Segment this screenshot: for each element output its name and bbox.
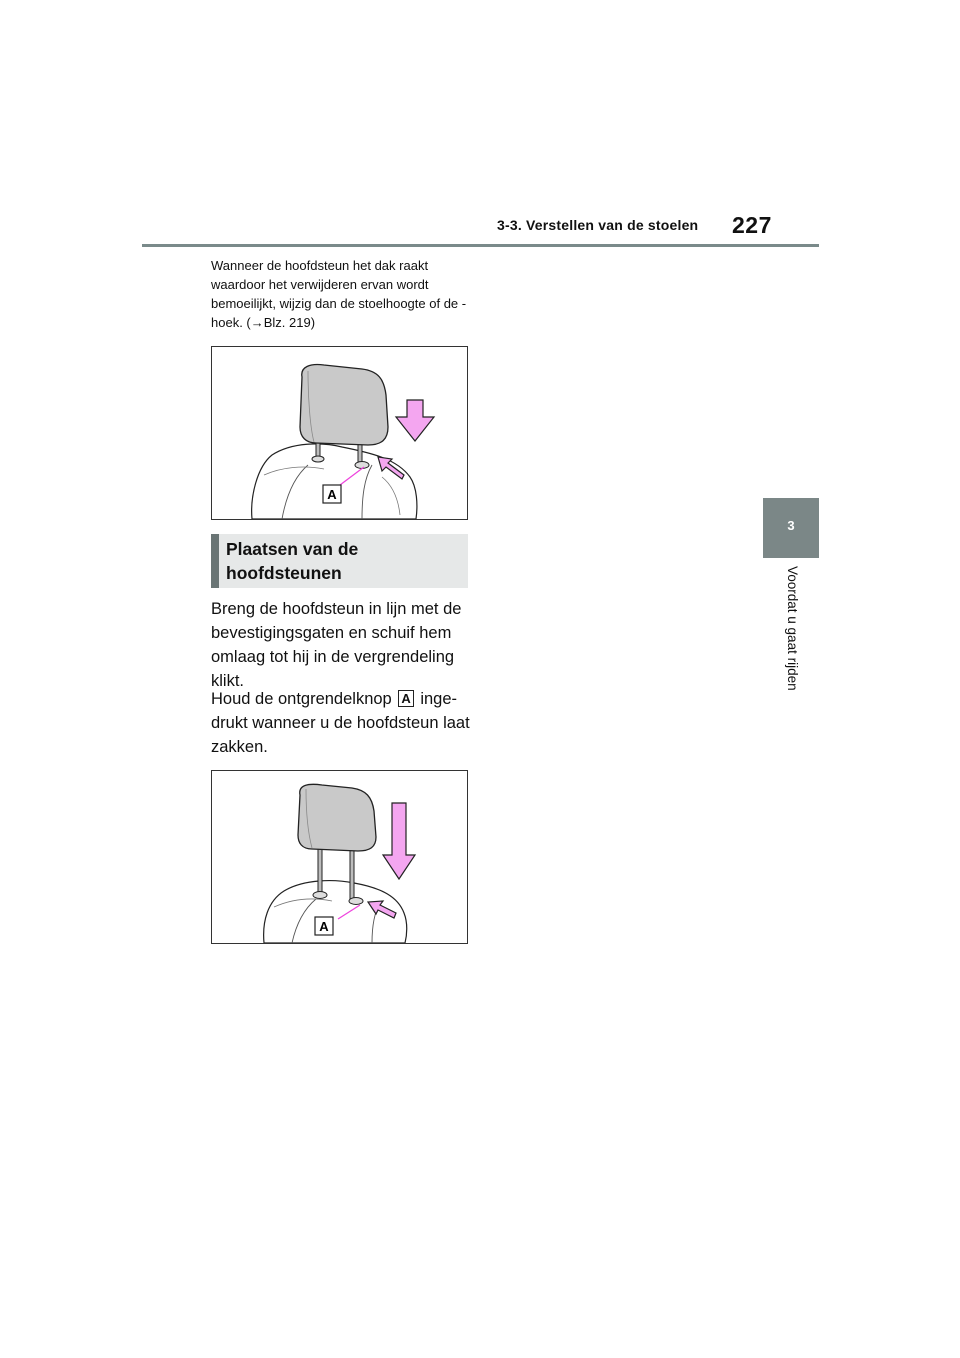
page-number: 227 [732, 212, 772, 238]
inline-label-a: A [398, 690, 413, 707]
paragraph-text-before: Houd de ontgrendelknop [211, 690, 392, 708]
chapter-title-vertical [782, 566, 802, 766]
section-title: 3-3. Verstellen van de stoelen [497, 217, 699, 233]
paragraph-text-after: inge- drukt wanneer u de hoofdsteun laat zakken. [211, 690, 470, 756]
release-button-paragraph [211, 687, 473, 759]
intro-paragraph: Wanneer de hoofdsteun het dak raakt waardoor het verwijderen ervan wordt bemoeilijkt, wijzig dan de stoelhoogte of de -hoek. (→Blz. 219) [211, 258, 467, 330]
headrest-removal-illustration [212, 347, 467, 519]
headrest-shape [300, 365, 388, 446]
headrest-install-illustration [212, 771, 467, 943]
arrow-down-icon [383, 803, 415, 879]
section-heading: Plaatsen van de hoofdsteunen [226, 539, 359, 583]
headrest-install-figure [211, 770, 468, 944]
chapter-title: Voordat u gaat rijden [785, 566, 800, 691]
label-a: A [327, 487, 337, 502]
section-heading-accent [211, 534, 219, 588]
seat-back-shape [252, 444, 417, 519]
instruction-paragraph: Breng de hoofdsteun in lijn met de bevestigingsgaten en schuif hem omlaag tot hij in de vergrendeling klikt. [211, 600, 462, 690]
headrest-shape [298, 784, 376, 851]
header-divider [142, 244, 819, 247]
chapter-number: 3 [787, 518, 795, 533]
headrest-removal-figure [211, 346, 468, 520]
arrow-up-icon [396, 400, 434, 441]
label-a: A [319, 919, 329, 934]
